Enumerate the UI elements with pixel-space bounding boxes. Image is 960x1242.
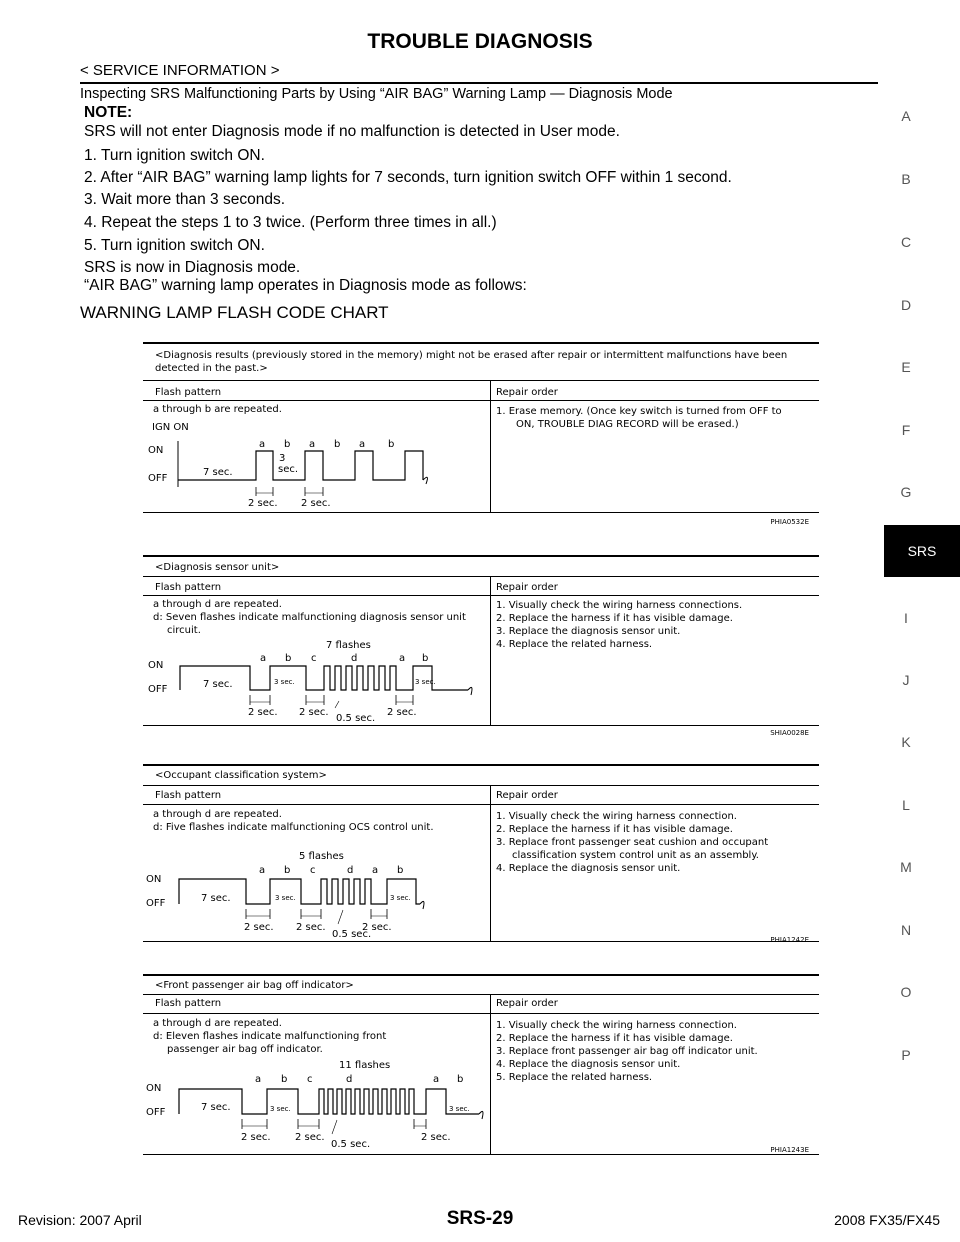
pulse-label-a: a: [399, 653, 406, 664]
two-sec-label: 2 sec.: [296, 922, 326, 933]
pattern-text: a through d are repeated.: [153, 809, 282, 820]
three-sec-label: 3 sec.: [390, 894, 411, 902]
figure-code: PHIA1242E: [770, 936, 809, 944]
side-letter-f[interactable]: F: [901, 422, 911, 438]
flash-count-label: 7 flashes: [326, 640, 371, 651]
pattern-text: d: Five flashes indicate malfunctioning OCS control unit.: [153, 822, 434, 833]
two-sec-label: 2 sec.: [295, 1132, 325, 1143]
on-label: ON: [146, 1083, 162, 1094]
status-text: SRS is now in Diagnosis mode.: [84, 259, 301, 276]
flash-waveform: [143, 342, 491, 512]
flash-chart-panel-4: [143, 974, 819, 1159]
two-sec-label: 2 sec.: [387, 707, 417, 718]
pulse-label-a: a: [255, 1074, 262, 1085]
three-sec-label: 3 sec.: [275, 894, 296, 902]
repair-step: 2. Replace the harness if it has visible damage.: [496, 613, 733, 624]
flash-pattern-header: Flash pattern: [155, 582, 222, 593]
two-sec-label: 2 sec.: [248, 707, 278, 718]
side-letter-p[interactable]: P: [901, 1047, 911, 1063]
flash-waveform: [143, 555, 491, 725]
repair-step: 1. Visually check the wiring harness connection.: [496, 811, 737, 822]
pulse-label-b: b: [284, 865, 291, 876]
repair-step: 2. Replace the harness if it has visible damage.: [496, 1033, 733, 1044]
note-text: SRS will not enter Diagnosis mode if no malfunction is detected in User mode.: [84, 123, 620, 140]
side-letter-n[interactable]: N: [900, 922, 912, 938]
pulse-label-c: c: [310, 865, 316, 876]
flash-count-label: 5 flashes: [299, 851, 344, 862]
side-letter-d[interactable]: D: [900, 297, 912, 313]
side-letter-o[interactable]: O: [900, 984, 912, 1000]
pulse-label-c: c: [307, 1074, 313, 1085]
pulse-label-d: d: [346, 1074, 353, 1085]
two-sec-label: 2 sec.: [421, 1132, 451, 1143]
step-1: 1. Turn ignition switch ON.: [84, 147, 265, 164]
flash-pattern-header: Flash pattern: [155, 998, 222, 1009]
side-letter-g[interactable]: G: [900, 484, 912, 500]
pulse-label-b: b: [285, 653, 292, 664]
three-sec-label: 3 sec.: [449, 1105, 470, 1113]
repair-order-header: Repair order: [496, 582, 558, 593]
three-sec-label: 3 sec.: [274, 678, 295, 686]
half-sec-label: 0.5 sec.: [332, 929, 372, 940]
seven-sec-label: 7 sec.: [203, 679, 233, 690]
flash-chart-panel-3: [143, 764, 819, 949]
on-label: ON: [148, 660, 164, 671]
half-sec-label: 0.5 sec.: [331, 1139, 371, 1150]
figure-code: PHIA0532E: [770, 518, 809, 526]
repair-step: 4. Replace the related harness.: [496, 639, 653, 650]
two-sec-label: 2 sec.: [248, 498, 278, 509]
repair-step: 4. Replace the diagnosis sensor unit.: [496, 863, 681, 874]
pulse-label-a: a: [259, 439, 266, 450]
pulse-label-b: b: [334, 439, 341, 450]
side-letter-k[interactable]: K: [901, 734, 911, 750]
side-letter-j[interactable]: J: [902, 672, 910, 688]
page-subtitle: < SERVICE INFORMATION >: [80, 62, 280, 79]
pulse-label-a: a: [433, 1074, 440, 1085]
pulse-label-b: b: [422, 653, 429, 664]
flash-chart-panel-1: [143, 342, 819, 529]
flash-count-label: 11 flashes: [339, 1060, 391, 1071]
step-3: 3. Wait more than 3 seconds.: [84, 191, 286, 208]
side-letter-i[interactable]: I: [904, 610, 908, 626]
pulse-label-d: d: [347, 865, 354, 876]
pulse-label-b: b: [284, 439, 291, 450]
repair-order-header: Repair order: [496, 387, 558, 398]
status-text-2: “AIR BAG” warning lamp operates in Diagnosis mode as follows:: [84, 277, 527, 294]
pulse-label-a: a: [259, 865, 266, 876]
repair-order-header: Repair order: [496, 998, 558, 1009]
off-label: OFF: [148, 684, 168, 695]
pattern-text: passenger air bag off indicator.: [167, 1044, 323, 1055]
seven-sec-label: 7 sec.: [201, 893, 231, 904]
side-letter-c[interactable]: C: [900, 234, 912, 250]
pulse-label-d: d: [351, 653, 358, 664]
two-sec-label: 2 sec.: [301, 498, 331, 509]
repair-step: 4. Replace the diagnosis sensor unit.: [496, 1059, 681, 1070]
flash-chart-panel-2: [143, 555, 819, 739]
two-sec-label: 2 sec.: [241, 1132, 271, 1143]
pattern-text: a through b are repeated.: [153, 404, 282, 415]
repair-step: 3. Replace front passenger seat cushion and occupant: [496, 837, 769, 848]
header-rule: [80, 82, 878, 84]
chart-heading: WARNING LAMP FLASH CODE CHART: [80, 303, 389, 322]
two-sec-label: 2 sec.: [299, 707, 329, 718]
seven-sec-label: 7 sec.: [203, 467, 233, 478]
sec-label: sec.: [278, 464, 299, 475]
repair-step: classification system control unit as an assembly.: [512, 850, 759, 861]
pulse-label-c: c: [311, 653, 317, 664]
side-letter-m[interactable]: M: [900, 859, 912, 875]
page-title: TROUBLE DIAGNOSIS: [367, 30, 593, 53]
three-sec-label: 3 sec.: [415, 678, 436, 686]
repair-step: 1. Erase memory. (Once key switch is turned from OFF to: [496, 406, 782, 417]
pulse-label-a: a: [359, 439, 366, 450]
flash-pattern-header: Flash pattern: [155, 790, 222, 801]
ign-on-label: IGN ON: [152, 422, 189, 433]
pattern-text: a through d are repeated.: [153, 599, 282, 610]
page-number: SRS-29: [446, 1208, 514, 1229]
pulse-label-b: b: [457, 1074, 464, 1085]
side-letter-l[interactable]: L: [902, 797, 910, 813]
step-2: 2. After “AIR BAG” warning lamp lights for 7 seconds, turn ignition switch OFF within 1 second.: [84, 169, 732, 186]
pulse-label-a: a: [260, 653, 267, 664]
three-sec-label: 3 sec.: [270, 1105, 291, 1113]
pulse-label-a: a: [309, 439, 316, 450]
seven-sec-label: 7 sec.: [201, 1102, 231, 1113]
side-tab-srs[interactable]: SRS: [884, 525, 960, 577]
off-label: OFF: [148, 473, 168, 484]
pulse-label-a: a: [372, 865, 379, 876]
repair-step: 1. Visually check the wiring harness connections.: [496, 600, 743, 611]
pulse-label-b: b: [388, 439, 395, 450]
panel-header: <Occupant classification system>: [155, 770, 327, 781]
panel-header: <Diagnosis results (previously stored in the memory) might not be erased after repair or intermittent malfunctions have been: [155, 350, 788, 361]
panel-header: <Diagnosis sensor unit>: [155, 562, 280, 573]
two-sec-label: 2 sec.: [362, 922, 392, 933]
repair-step: 5. Replace the related harness.: [496, 1072, 653, 1083]
pattern-text: a through d are repeated.: [153, 1018, 282, 1029]
repair-step: 3. Replace the diagnosis sensor unit.: [496, 626, 681, 637]
footer-model: 2008 FX35/FX45: [834, 1212, 940, 1228]
pattern-text: d: Seven flashes indicate malfunctioning diagnosis sensor unit: [153, 612, 466, 623]
off-label: OFF: [146, 1107, 166, 1118]
repair-step: ON, TROUBLE DIAG RECORD will be erased.): [516, 419, 739, 430]
side-letter-e[interactable]: E: [901, 359, 911, 375]
note-label: NOTE:: [84, 104, 133, 121]
on-label: ON: [146, 874, 162, 885]
pulse-label-b: b: [397, 865, 404, 876]
section-title: Inspecting SRS Malfunctioning Parts by Using “AIR BAG” Warning Lamp — Diagnosis Mode: [80, 86, 673, 102]
repair-order-header: Repair order: [496, 790, 558, 801]
repair-step: 1. Visually check the wiring harness connection.: [496, 1020, 737, 1031]
pattern-text: circuit.: [167, 625, 201, 636]
off-label: OFF: [146, 898, 166, 909]
figure-code: SHIA0028E: [770, 729, 809, 737]
half-sec-label: 0.5 sec.: [336, 713, 376, 724]
footer-revision: Revision: 2007 April: [18, 1212, 142, 1228]
repair-step: 3. Replace front passenger air bag off indicator unit.: [496, 1046, 758, 1057]
flash-pattern-header: Flash pattern: [155, 387, 222, 398]
two-sec-label: 2 sec.: [244, 922, 274, 933]
step-5: 5. Turn ignition switch ON.: [84, 237, 265, 254]
three-label: 3: [279, 453, 286, 464]
pulse-label-b: b: [281, 1074, 288, 1085]
figure-code: PHIA1243E: [770, 1146, 809, 1154]
panel-header: <Front passenger air bag off indicator>: [155, 980, 354, 991]
side-letter-b[interactable]: B: [901, 171, 911, 187]
panel-header-2: detected in the past.>: [155, 363, 268, 374]
repair-step: 2. Replace the harness if it has visible damage.: [496, 824, 733, 835]
step-4: 4. Repeat the steps 1 to 3 twice. (Perform three times in all.): [84, 214, 497, 231]
on-label: ON: [148, 445, 164, 456]
pattern-text: d: Eleven flashes indicate malfunctioning front: [153, 1031, 387, 1042]
side-letter-a[interactable]: A: [901, 108, 911, 124]
